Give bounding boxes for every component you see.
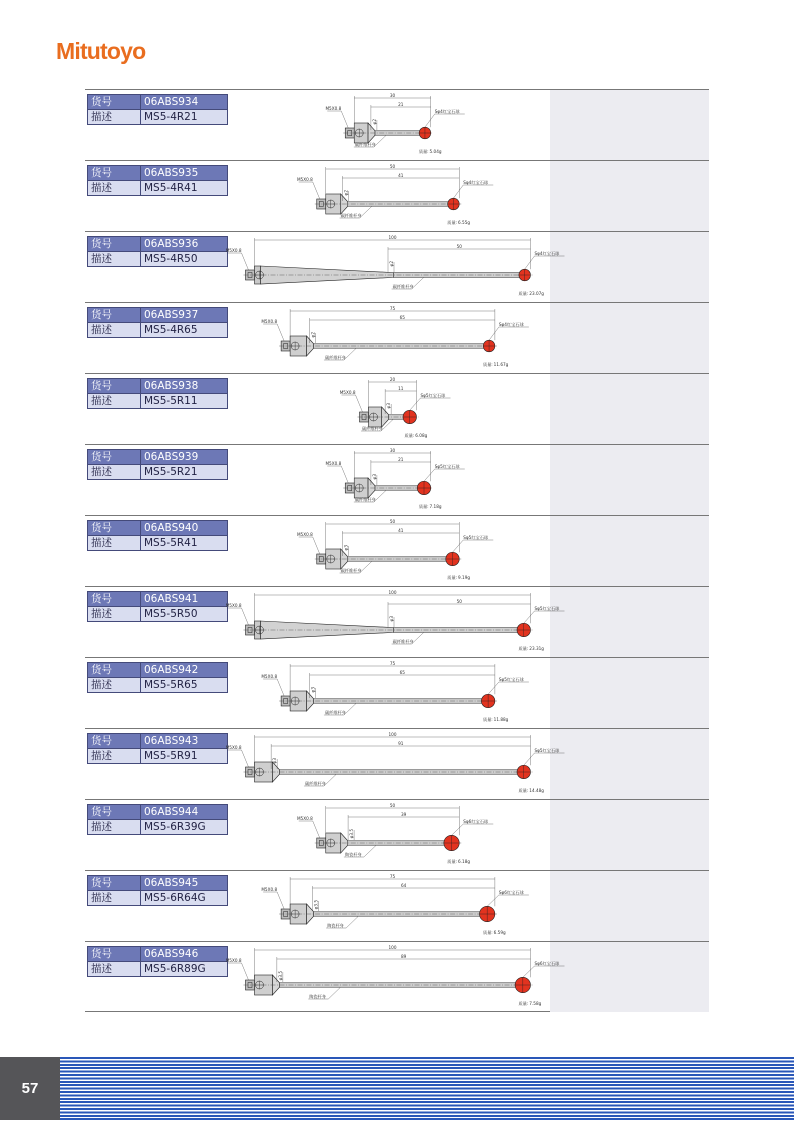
code-label: 货号	[88, 734, 141, 749]
code-label: 货号	[88, 308, 141, 323]
spec-table	[87, 733, 228, 764]
thread-label: M5X0.8	[225, 745, 242, 750]
spec-table	[87, 236, 228, 267]
code-label: 货号	[88, 805, 141, 820]
tip-label: Sφ5红宝石球	[434, 464, 460, 469]
stem-length-label: 11	[398, 385, 404, 391]
notes-panel	[550, 871, 709, 941]
thread-leader	[299, 182, 320, 199]
thread-leader	[228, 963, 249, 980]
part-code: 06ABS939	[141, 450, 228, 465]
tip-leader	[488, 682, 529, 694]
desc-label: 描述	[88, 394, 141, 409]
total-length-label: 100	[388, 944, 397, 950]
stem-diameter-label: φ3	[310, 687, 316, 693]
part-code: 06ABS941	[141, 592, 228, 607]
brand-logo: Mitutoyo	[56, 38, 146, 64]
desc-label: 描述	[88, 749, 141, 764]
stylus-row	[85, 89, 709, 160]
mass-prefix: 质量:	[518, 646, 529, 651]
page-number: 57	[0, 1057, 60, 1120]
spec-table	[87, 165, 228, 196]
spec-table	[87, 804, 228, 835]
thread-label: M5X0.8	[296, 177, 313, 182]
part-desc: MS5-4R65	[141, 323, 228, 338]
stylus-drawing	[225, 729, 560, 799]
body-material-label: 碳纤维杆身	[392, 639, 414, 644]
stem-length-label: 91	[398, 740, 404, 746]
notes-panel	[550, 232, 709, 302]
part-code: 06ABS942	[141, 663, 228, 678]
part-desc: MS5-6R39G	[141, 820, 228, 835]
desc-label: 描述	[88, 891, 141, 906]
stem-length-label: 65	[399, 669, 405, 675]
mass-value: 6.08g	[415, 433, 428, 438]
tip-label: Sφ6红宝石球	[498, 890, 524, 895]
spec-table	[87, 591, 228, 622]
stylus-drawing	[225, 303, 550, 373]
tip-label: Sφ4红宝石球	[434, 109, 460, 114]
stylus-drawing	[225, 516, 550, 586]
thread-leader	[228, 608, 249, 625]
part-desc: MS5-4R50	[141, 252, 228, 267]
desc-label: 描述	[88, 323, 141, 338]
thread-label: M5X0.8	[296, 816, 313, 821]
mass-label	[447, 219, 470, 226]
part-code: 06ABS937	[141, 308, 228, 323]
code-label: 货号	[88, 521, 141, 536]
code-label: 货号	[88, 947, 141, 962]
mass-label	[519, 787, 545, 794]
stylus-row	[85, 160, 709, 231]
mass-prefix: 质量:	[447, 859, 458, 864]
thread-leader	[299, 821, 320, 838]
tip-label: Sφ6红宝石球	[463, 819, 489, 824]
stylus-drawing	[225, 232, 560, 302]
thread-leader	[228, 253, 249, 270]
stem-diameter-label: φ3	[386, 403, 392, 409]
mass-prefix: 质量:	[482, 362, 493, 367]
mass-label	[519, 1000, 542, 1007]
tip-leader	[453, 540, 494, 552]
mass-prefix: 质量:	[404, 433, 415, 438]
spec-table	[87, 449, 228, 480]
stem-diameter-label: φ3	[389, 616, 394, 622]
spec-table	[87, 307, 228, 338]
stylus-drawing	[225, 871, 550, 941]
part-code: 06ABS938	[141, 379, 228, 394]
desc-label: 描述	[88, 110, 141, 125]
thread-leader	[263, 679, 284, 696]
desc-label: 描述	[88, 820, 141, 835]
stylus-stem	[394, 628, 524, 633]
code-label: 货号	[88, 379, 141, 394]
spec-table	[87, 378, 228, 409]
stylus-row	[85, 799, 709, 870]
mass-label	[519, 290, 545, 297]
thread-leader	[327, 466, 348, 483]
mass-value: 11.88g	[493, 717, 509, 722]
stem-diameter-label: φ2	[310, 332, 316, 338]
mass-value: 7.18g	[429, 504, 442, 509]
stylus-row	[85, 586, 709, 657]
desc-label: 描述	[88, 678, 141, 693]
stem-length-label: 41	[398, 172, 404, 178]
part-desc: MS5-5R50	[141, 607, 228, 622]
part-code: 06ABS944	[141, 805, 228, 820]
mass-label	[519, 645, 545, 652]
mass-value: 6.18g	[458, 859, 471, 864]
thread-label: M5X0.8	[225, 248, 242, 253]
body-material-label: 碳纤维杆身	[324, 355, 346, 360]
desc-label: 描述	[88, 962, 141, 977]
notes-panel	[550, 942, 709, 1012]
thread-label: M5X0.8	[325, 106, 342, 111]
thread-label: M5X0.8	[225, 958, 242, 963]
stem-diameter-label: φ3.5	[313, 900, 319, 910]
stylus-row	[85, 870, 709, 941]
tip-leader	[424, 469, 465, 481]
part-code: 06ABS936	[141, 237, 228, 252]
notes-panel	[550, 303, 709, 373]
tip-label: Sφ5红宝石球	[534, 606, 560, 611]
total-length-label: 30	[389, 92, 396, 98]
part-desc: MS5-5R11	[141, 394, 228, 409]
code-label: 货号	[88, 450, 141, 465]
mass-prefix: 质量:	[518, 291, 529, 296]
part-desc: MS5-6R89G	[141, 962, 228, 977]
thread-label: M5X0.8	[261, 674, 278, 679]
stem-diameter-label: φ3	[272, 758, 278, 764]
mass-label	[483, 929, 506, 936]
notes-panel	[550, 516, 709, 586]
tip-leader	[487, 895, 529, 906]
total-length-label: 50	[389, 163, 396, 169]
tip-label: Sφ6红宝石球	[534, 961, 560, 966]
tip-leader	[410, 398, 451, 410]
tip-label: Sφ5红宝石球	[498, 677, 524, 682]
body-material-label: 碳纤维杆身	[304, 781, 326, 786]
body-material-label: 陶瓷杆身	[327, 923, 344, 928]
stylus-catalog	[85, 89, 709, 1012]
mass-value: 23.31g	[529, 646, 544, 651]
code-label: 货号	[88, 166, 141, 181]
total-length-label: 30	[389, 447, 396, 453]
spec-table	[87, 94, 228, 125]
stylus-row	[85, 941, 709, 1012]
thread-label: M5X0.8	[261, 319, 278, 324]
body-material-label: 碳纤维杆身	[354, 497, 376, 502]
mass-label	[405, 432, 428, 439]
mass-prefix: 质量:	[418, 504, 429, 509]
stylus-row	[85, 373, 709, 444]
body-material-label: 碳纤维杆身	[361, 426, 383, 431]
part-code: 06ABS935	[141, 166, 228, 181]
mass-value: 14.48g	[529, 788, 544, 793]
total-length-label: 20	[389, 376, 396, 382]
stem-diameter-label: φ2	[343, 190, 349, 196]
total-length-label: 50	[389, 518, 396, 524]
notes-panel	[550, 161, 709, 231]
notes-panel	[550, 658, 709, 728]
tip-label: Sφ4红宝石球	[534, 251, 560, 256]
stem-length-label: 89	[401, 953, 407, 959]
stylus-row	[85, 231, 709, 302]
spec-table	[87, 875, 228, 906]
mass-value: 5.04g	[429, 149, 442, 154]
spec-table	[87, 520, 228, 551]
mass-value: 11.67g	[493, 362, 509, 367]
stem-length-label: 41	[398, 527, 404, 533]
total-length-label: 50	[389, 802, 396, 808]
body-material-label: 陶瓷杆身	[344, 852, 362, 857]
thread-label: M5X0.8	[325, 461, 342, 466]
code-label: 货号	[88, 95, 141, 110]
total-length-label: 75	[389, 660, 396, 666]
mass-prefix: 质量:	[482, 930, 493, 935]
thread-leader	[299, 537, 320, 554]
tip-label: Sφ5红宝石球	[463, 535, 489, 540]
desc-label: 描述	[88, 536, 141, 551]
code-label: 货号	[88, 876, 141, 891]
spec-table	[87, 946, 228, 977]
mass-prefix: 质量:	[518, 788, 529, 793]
stem-diameter-label: φ3.5	[349, 829, 355, 839]
desc-label: 描述	[88, 252, 141, 267]
stylus-drawing	[225, 942, 560, 1012]
desc-label: 描述	[88, 465, 141, 480]
part-code: 06ABS934	[141, 95, 228, 110]
spec-table	[87, 662, 228, 693]
total-length-label: 100	[388, 731, 397, 737]
mass-prefix: 质量:	[418, 149, 429, 154]
stylus-row	[85, 728, 709, 799]
stem-length-label: 21	[398, 101, 404, 107]
body-material-label: 陶瓷杆身	[309, 994, 327, 999]
mass-value: 6.59g	[493, 930, 506, 935]
notes-panel	[550, 729, 709, 799]
thread-leader	[263, 892, 284, 909]
notes-panel	[550, 445, 709, 515]
stylus-drawing	[225, 800, 550, 870]
body-material-label: 碳纤维杆身	[354, 142, 376, 147]
total-length-label: 100	[388, 234, 397, 240]
total-length-label: 100	[388, 589, 397, 595]
total-length-label: 75	[389, 305, 396, 311]
mass-label	[447, 574, 470, 581]
part-desc: MS5-5R91	[141, 749, 228, 764]
desc-label: 描述	[88, 607, 141, 622]
part-desc: MS5-4R41	[141, 181, 228, 196]
body-material-label: 碳纤维杆身	[340, 568, 362, 573]
page-footer	[0, 1057, 794, 1120]
code-label: 货号	[88, 663, 141, 678]
mass-prefix: 质量:	[447, 575, 458, 580]
stem-diameter-label: φ3.5	[277, 971, 283, 981]
thread-leader	[263, 324, 284, 341]
mass-prefix: 质量:	[518, 1001, 529, 1006]
stylus-row	[85, 444, 709, 515]
thread-label: M5X0.8	[296, 532, 313, 537]
part-desc: MS5-6R64G	[141, 891, 228, 906]
mass-value: 23.07g	[529, 291, 544, 296]
stylus-row	[85, 657, 709, 728]
thread-leader	[228, 750, 249, 767]
code-label: 货号	[88, 237, 141, 252]
tip-label: Sφ5红宝石球	[420, 393, 446, 398]
tip-label: Sφ4红宝石球	[463, 180, 489, 185]
stem-diameter-label: φ2	[389, 261, 394, 267]
part-code: 06ABS940	[141, 521, 228, 536]
tip-label: Sφ5红宝石球	[534, 748, 560, 753]
desc-label: 描述	[88, 181, 141, 196]
thread-leader	[327, 111, 348, 128]
stem-diameter-label: φ3	[343, 545, 349, 551]
notes-panel	[550, 374, 709, 444]
mass-value: 6.55g	[458, 220, 471, 225]
stem-length-label: 50	[456, 598, 462, 604]
mass-value: 7.58g	[529, 1001, 542, 1006]
body-material-label: 碳纤维杆身	[324, 710, 346, 715]
total-length-label: 75	[389, 873, 396, 879]
mass-label	[447, 858, 470, 865]
stylus-drawing	[225, 374, 550, 444]
thread-label: M5X0.8	[261, 887, 278, 892]
stylus-drawing	[225, 161, 550, 231]
notes-panel	[550, 587, 709, 657]
body-material-label: 碳纤维杆身	[340, 213, 362, 218]
tip-leader	[452, 824, 494, 835]
tip-label: Sφ4红宝石球	[498, 322, 524, 327]
thread-leader	[342, 395, 363, 412]
part-desc: MS5-5R21	[141, 465, 228, 480]
mass-prefix: 质量:	[482, 717, 493, 722]
code-label: 货号	[88, 592, 141, 607]
mass-label	[419, 503, 442, 510]
mass-label	[483, 361, 509, 368]
part-desc: MS5-4R21	[141, 110, 228, 125]
stem-length-label: 50	[456, 243, 462, 249]
mass-label	[419, 148, 442, 155]
part-code: 06ABS943	[141, 734, 228, 749]
stem-length-label: 21	[398, 456, 404, 462]
stylus-drawing	[225, 658, 550, 728]
stylus-drawing	[225, 445, 550, 515]
stem-diameter-label: φ2	[371, 119, 377, 125]
stem-diameter-label: φ3	[371, 474, 377, 480]
stem-length-label: 64	[401, 882, 407, 888]
mass-value: 9.19g	[458, 575, 471, 580]
stylus-row	[85, 515, 709, 586]
stem-length-label: 39	[401, 811, 407, 817]
mass-prefix: 质量:	[447, 220, 458, 225]
body-material-label: 碳纤维杆身	[392, 284, 414, 289]
thread-label: M5X0.8	[339, 390, 356, 395]
thread-label: M5X0.8	[225, 603, 242, 608]
part-desc: MS5-5R65	[141, 678, 228, 693]
notes-panel	[550, 800, 709, 870]
part-code: 06ABS946	[141, 947, 228, 962]
stylus-row	[85, 302, 709, 373]
mass-label	[483, 716, 509, 723]
part-desc: MS5-5R41	[141, 536, 228, 551]
part-code: 06ABS945	[141, 876, 228, 891]
notes-panel	[550, 90, 709, 160]
stem-length-label: 65	[399, 314, 405, 320]
footer-stripes	[60, 1057, 794, 1120]
stylus-drawing	[225, 90, 550, 160]
stylus-drawing	[225, 587, 560, 657]
